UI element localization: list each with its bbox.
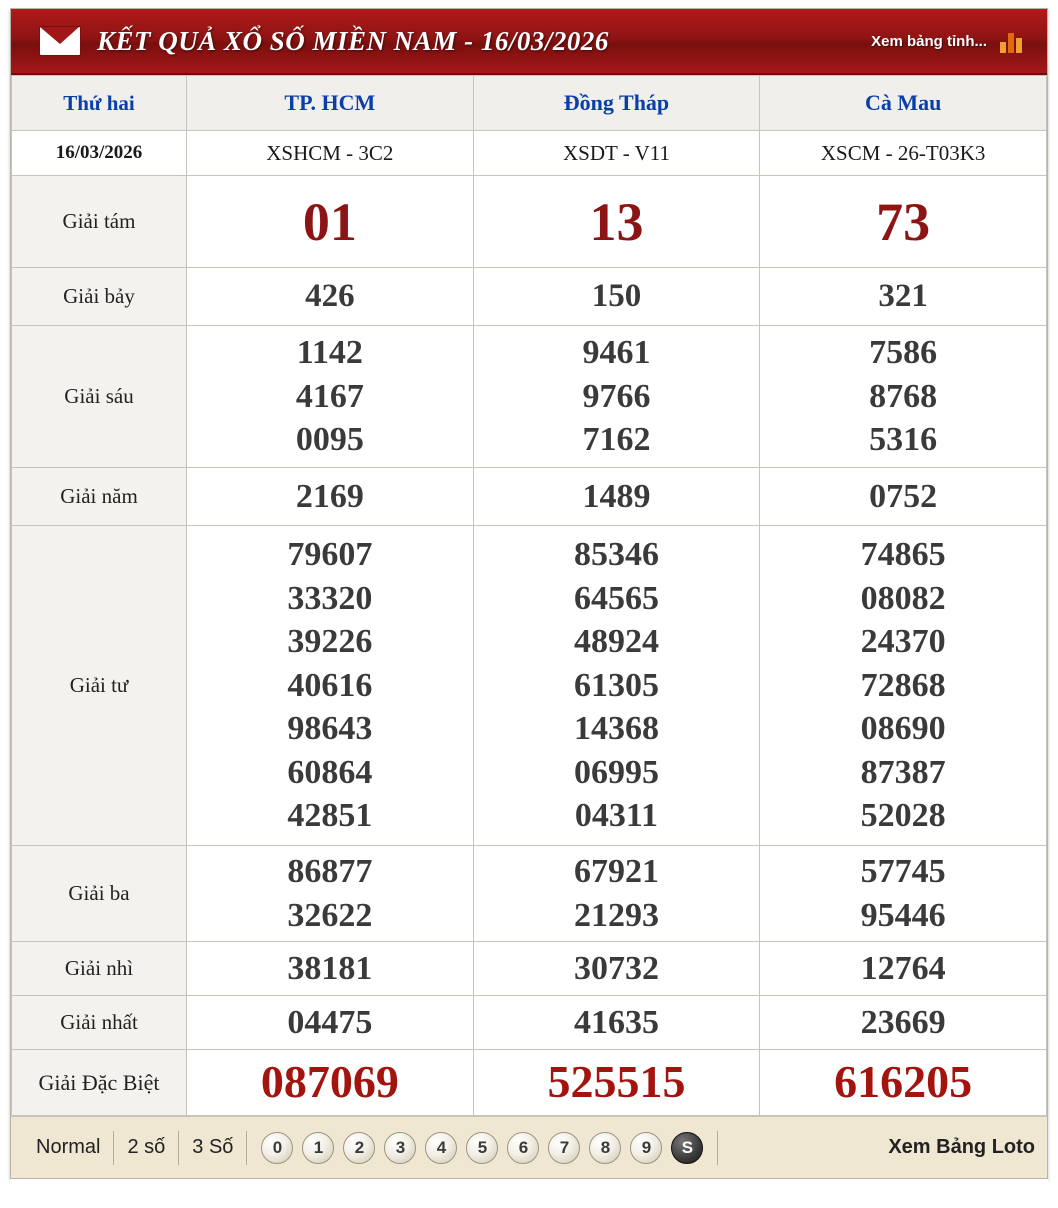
prize-label-g8: Giải tám [12,176,187,268]
ticket-code-1: XSDT - V11 [473,131,760,176]
prize-values-g7-2: 321 [760,268,1047,326]
ticket-code-row [12,131,1047,176]
digit-ball-7[interactable]: 7 [548,1132,580,1164]
digit-ball-4[interactable]: 4 [425,1132,457,1164]
ticket-code-2: XSCM - 26-T03K3 [760,131,1047,176]
prize-values-g8-2: 73 [760,176,1047,268]
prize-values-g4-0: 79607 33320 39226 40616 98643 60864 42851 [187,526,474,846]
table-row [12,1050,1047,1116]
ticket-code-0: XSHCM - 3C2 [187,131,474,176]
view-loto-table-link[interactable]: Xem Bảng Loto [888,1136,1035,1158]
digit-filter-balls [247,1132,717,1164]
province-header-0[interactable]: TP. HCM [187,76,474,131]
table-row [12,942,1047,996]
two-digit-button[interactable]: 2 số [127,1136,166,1158]
prize-values-g3-2: 57745 95446 [760,846,1047,942]
prize-values-g5-1: 1489 [473,468,760,526]
table-row [12,326,1047,468]
prize-values-g8-0: 01 [187,176,474,268]
view-province-table-link[interactable]: Xem bảng tỉnh... [871,32,987,50]
prize-label-g4: Giải tư [12,526,187,846]
prize-values-g6-2: 7586 8768 5316 [760,326,1047,468]
prize-values-db-2: 616205 [760,1050,1047,1116]
table-row [12,176,1047,268]
prize-values-g4-2: 74865 08082 24370 72868 08690 87387 52028 [760,526,1047,846]
table-row [12,526,1047,846]
prize-values-g1-0: 04475 [187,996,474,1050]
digit-ball-6[interactable]: 6 [507,1132,539,1164]
prize-label-g1: Giải nhất [12,996,187,1050]
table-row [12,268,1047,326]
board-footer [11,1116,1047,1178]
digit-ball-1[interactable]: 1 [302,1132,334,1164]
prize-values-db-0: 087069 [187,1050,474,1116]
results-table [11,75,1047,1116]
table-row [12,846,1047,942]
prize-values-g8-1: 13 [473,176,760,268]
prize-values-g6-0: 1142 4167 0095 [187,326,474,468]
digit-ball-8[interactable]: 8 [589,1132,621,1164]
table-row [12,468,1047,526]
digit-ball-5[interactable]: 5 [466,1132,498,1164]
prize-label-g3: Giải ba [12,846,187,942]
prize-values-g6-1: 9461 9766 7162 [473,326,760,468]
prize-values-g3-0: 86877 32622 [187,846,474,942]
mail-icon [39,26,81,56]
lottery-result-board [10,8,1048,1179]
prize-values-g2-1: 30732 [473,942,760,996]
digit-ball-special[interactable]: S [671,1132,703,1164]
prize-values-g3-1: 67921 21293 [473,846,760,942]
table-row [12,996,1047,1050]
prize-label-g6: Giải sáu [12,326,187,468]
province-header-1[interactable]: Đồng Tháp [473,76,760,131]
prize-label-g5: Giải năm [12,468,187,526]
draw-date: 16/03/2026 [12,131,187,176]
prize-label-g7: Giải bảy [12,268,187,326]
prize-values-g5-0: 2169 [187,468,474,526]
prize-values-g1-1: 41635 [473,996,760,1050]
board-header [11,9,1047,75]
divider [717,1131,718,1165]
page-title: KẾT QUẢ XỔ SỐ MIỀN NAM - 16/03/2026 [97,25,609,56]
prize-values-g7-0: 426 [187,268,474,326]
bottom-strip [10,1179,1048,1207]
prize-values-g4-1: 85346 64565 48924 61305 14368 06995 04311 [473,526,760,846]
prize-values-g2-2: 12764 [760,942,1047,996]
province-header-2[interactable]: Cà Mau [760,76,1047,131]
prize-values-db-1: 525515 [473,1050,760,1116]
prize-label-db: Giải Đặc Biệt [12,1050,187,1116]
bar-chart-icon[interactable] [999,29,1025,53]
prize-values-g2-0: 38181 [187,942,474,996]
prize-values-g5-2: 0752 [760,468,1047,526]
prize-values-g1-2: 23669 [760,996,1047,1050]
digit-ball-0[interactable]: 0 [261,1132,293,1164]
prize-label-g2: Giải nhì [12,942,187,996]
digit-ball-3[interactable]: 3 [384,1132,416,1164]
province-header-row [12,76,1047,131]
weekday-label: Thứ hai [12,76,187,131]
footer-right-group [874,1136,1035,1159]
digit-ball-9[interactable]: 9 [630,1132,662,1164]
prize-values-g7-1: 150 [473,268,760,326]
header-right-group [871,29,1037,53]
digit-ball-2[interactable]: 2 [343,1132,375,1164]
three-digit-button[interactable]: 3 Số [192,1136,234,1158]
mode-normal-button[interactable]: Normal [36,1136,101,1158]
